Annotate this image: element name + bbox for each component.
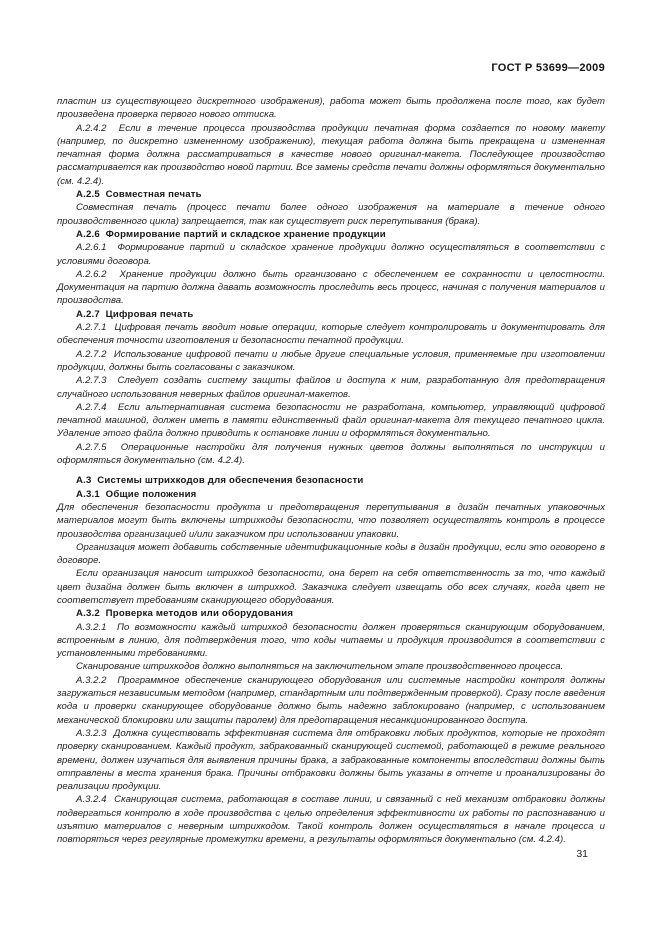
paragraph: Для обеспечения безопасности продукта и предотвращения перепутывания в дизайн печатных упаковочных материалов могут быть включены штрихкоды безопасности, что позволяет осуществлять контроль в процессе производства организацией и/или заказчиком при использовании упаковки. [57, 501, 605, 540]
section-heading: А.3.2 Проверка методов или оборудования [76, 608, 294, 620]
paragraph: Организация может добавить собственные идентификационные коды в дизайн продукции, если это оговорено в договоре. [57, 541, 605, 567]
paragraph: А.2.6.2 Хранение продукции должно быть организовано с обеспечением ее сохранности и целостности. Документация на партию должна давать возможность проследить весь процесс, начиная с получения материалов и производства. [57, 268, 605, 307]
page-content [57, 62, 605, 847]
paragraph: Если организация наносит штрихкод безопасности, она берет на себя ответственность за то, что каждый цвет дизайна должен быть включен в штрихкод. Заказчика следует извещать обо всех случаях, когда цвет не соответствует требованиям сканирующего оборудования. [57, 568, 605, 606]
document-header [57, 62, 605, 75]
paragraph: пластин из существующего дискретного изображения), работа может быть продолжена после того, как будет произведена проверка первого нового оттиска. [57, 96, 605, 121]
section-heading: А.3.1 Общие положения [76, 488, 197, 500]
standard-designation: ГОСТ Р 53699—2009 [491, 62, 605, 74]
section-heading: А.2.6 Формирование партий и складское хранение продукции [76, 228, 386, 240]
paragraph: А.3.2.3 Должна существовать эффективная система для отбраковки любых продуктов, которые не проходят проверку сканированием. Каждый продукт, забракованный сканирующей системой, работающей в режиме реального времени, должен изучаться для выявления причины брака, а забракованные компоненты впоследствии должны быть отправлены в места хранения брака. Причины отбраковки должны быть указаны в отчете и проанализированы до реализации продукции. [57, 727, 605, 793]
paragraph: А.2.6.1 Формирование партий и складское хранение продукции должно осуществляться в соответствии с условиями договора. [57, 242, 605, 267]
paragraph: А.2.4.2 Если в течение процесса производства продукции печатная форма создается по новому макету (например, по дискретно измененному изображению), текущая работа должна быть прекращена и измененная печатная форма должна рассматриваться в качестве нового оригинал-макета. Последующее производство рассматривается как производство новой партии. Все замены средств печати должны оформляться документально (см. 4.2.4). [57, 122, 605, 187]
paragraph: Совместная печать (процесс печати более одного изображения на материале в течение одного производственного цикла) запрещается, так как существует риск перепутывания (брака). [57, 202, 605, 227]
paragraph: А.2.7.2 Использование цифровой печати и любые другие специальные условия, применяемые при изготовлении продукции, должны быть согласованы с заказчиком. [57, 348, 605, 373]
paragraph: А.3.2.1 По возможности каждый штрихкод безопасности должен проверяться сканирующим оборудованием, встроенным в линию, для подтверждения того, что коды читаемы и продукция производится в соответствии с установленными требованиями. [57, 621, 605, 660]
paragraph: А.2.7.3 Следует создать систему защиты файлов и доступа к ним, разработанную для предотвращения случайного использования неверных файлов оригинал-макетов. [57, 375, 605, 400]
paragraph: Сканирование штрихкодов должно выполняться на заключительном этапе производственного процесса. [76, 661, 564, 673]
paragraph: А.2.7.5 Операционные настройки для получения нужных цветов должны выполняться по инструкции и оформляться документально (см. 4.2.4). [57, 441, 605, 467]
paragraph: А.3.2.2 Программное обеспечение сканирующего оборудования или системные настройки контроля должны загружаться независимым методом (например, стандартным или подтвержденным проверкой). Сразу после введения кода и проверки сканирующее оборудование должно быть надежно заблокировано (например, с использованием механической блокировки или защиты паролем) для предотвращения несанкционированного доступа. [57, 674, 605, 726]
paragraph: А.3.2.4 Сканирующая система, работающая в составе линии, и связанный с ней механизм отбраковки должны подвергаться контролю в ходе производства с целью определения эффективности их работы по распознаванию и изъятию материалов с неверным штрихкодом. Такой контроль должен осуществляться в начале процесса и повторяться через регулярные промежутки времени, а результаты оформляться документально (см. 4.2.4). [57, 794, 605, 846]
paragraph: А.2.7.1 Цифровая печать вводит новые операции, которые следует контролировать и документировать для обеспечения точности изготовления и безопасности печатной продукции. [57, 322, 605, 347]
paragraph: А.2.7.4 Если альтернативная система безопасности не разработана, компьютер, управляющий цифровой печатной машиной, должен иметь в памяти единственный файл оригинал-макета для текущего печатного цикла. Удаление этого файла должно приводить к остановке линии и оформляться документально. [57, 401, 605, 440]
section-heading: А.2.5 Совместная печать [76, 189, 202, 201]
document-body [57, 95, 605, 847]
page-number: 31 [576, 848, 588, 860]
section-heading: А.2.7 Цифровая печать [76, 308, 194, 320]
section-heading: А.3 Системы штрихкодов для обеспечения безопасности [76, 475, 364, 487]
